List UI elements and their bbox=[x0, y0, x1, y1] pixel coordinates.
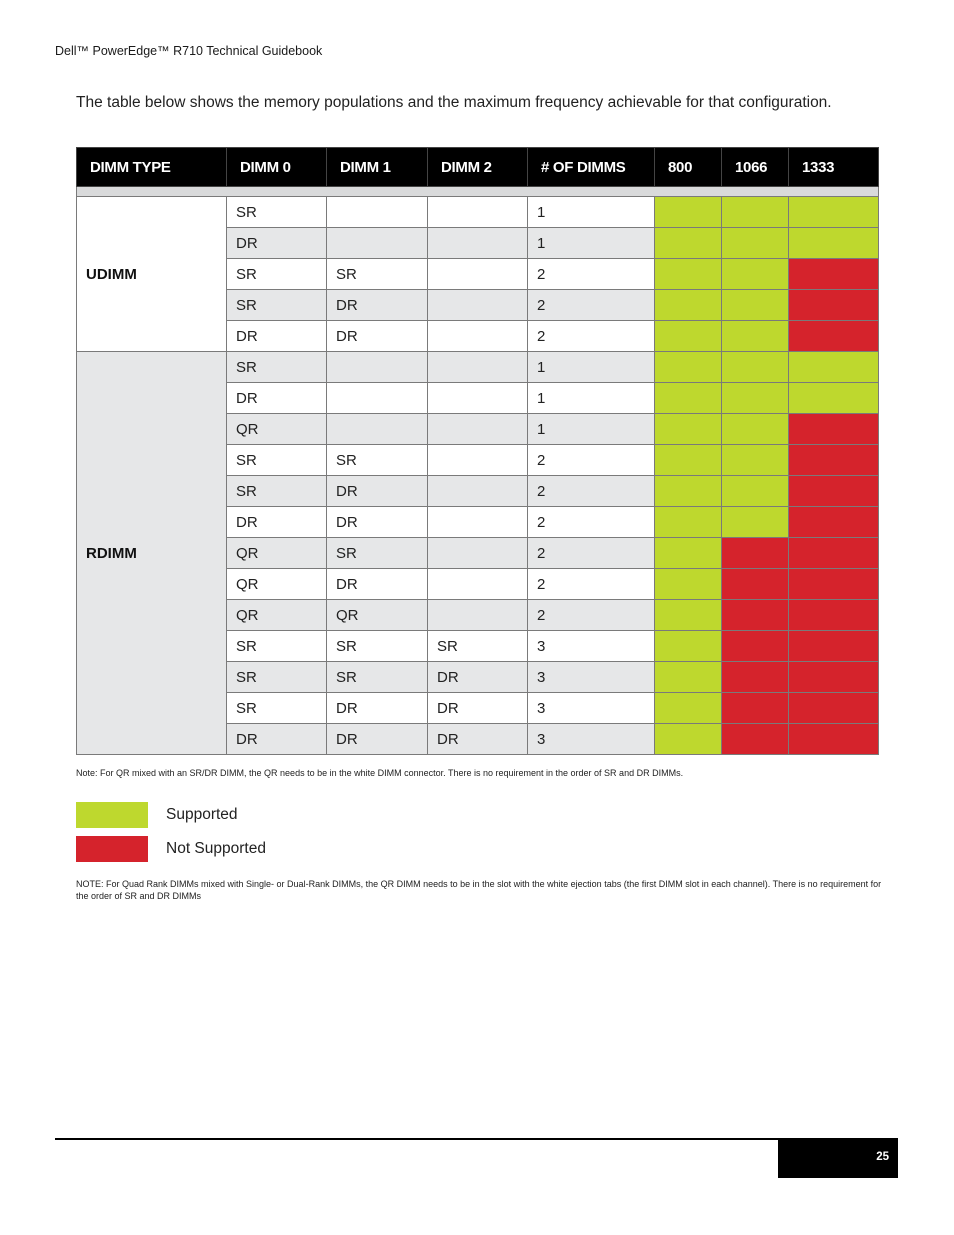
header-dimm-2: DIMM 2 bbox=[428, 148, 528, 187]
supported-cell bbox=[655, 414, 722, 445]
dimm-slot-cell: DR bbox=[327, 693, 428, 724]
dimm-slot-cell: SR bbox=[227, 259, 327, 290]
dimm-slot-cell bbox=[428, 197, 528, 228]
dimm-slot-cell bbox=[428, 569, 528, 600]
dimm-slot-cell: SR bbox=[227, 476, 327, 507]
not-supported-cell bbox=[722, 600, 789, 631]
supported-cell bbox=[655, 693, 722, 724]
not-supported-cell bbox=[789, 259, 879, 290]
header-spacer-row bbox=[77, 187, 879, 197]
dimm-type-cell: RDIMM bbox=[77, 352, 227, 755]
dimm-slot-cell: DR bbox=[327, 476, 428, 507]
dimm-slot-cell: DR bbox=[227, 383, 327, 414]
not-supported-cell bbox=[789, 445, 879, 476]
dimm-slot-cell: SR bbox=[327, 631, 428, 662]
supported-cell bbox=[722, 352, 789, 383]
dimm-count-cell: 2 bbox=[528, 445, 655, 476]
supported-cell bbox=[789, 352, 879, 383]
not-supported-cell bbox=[789, 693, 879, 724]
table-row bbox=[77, 352, 879, 383]
supported-cell bbox=[655, 197, 722, 228]
not-supported-cell bbox=[789, 662, 879, 693]
supported-cell bbox=[655, 600, 722, 631]
supported-cell bbox=[655, 631, 722, 662]
dimm-slot-cell: QR bbox=[227, 414, 327, 445]
dimm-count-cell: 2 bbox=[528, 507, 655, 538]
not-supported-cell bbox=[789, 631, 879, 662]
dimm-slot-cell bbox=[327, 352, 428, 383]
not-supported-cell bbox=[789, 507, 879, 538]
dimm-slot-cell bbox=[428, 383, 528, 414]
dimm-slot-cell bbox=[428, 259, 528, 290]
dimm-count-cell: 3 bbox=[528, 693, 655, 724]
dimm-count-cell: 1 bbox=[528, 352, 655, 383]
supported-cell bbox=[655, 476, 722, 507]
not-supported-cell bbox=[789, 569, 879, 600]
dimm-count-cell: 2 bbox=[528, 321, 655, 352]
dimm-count-cell: 3 bbox=[528, 724, 655, 755]
dimm-slot-cell bbox=[327, 414, 428, 445]
supported-cell bbox=[722, 197, 789, 228]
table-body bbox=[77, 187, 879, 755]
dimm-slot-cell bbox=[428, 476, 528, 507]
dimm-slot-cell bbox=[428, 538, 528, 569]
dimm-slot-cell: DR bbox=[327, 321, 428, 352]
supported-cell bbox=[722, 476, 789, 507]
dimm-slot-cell bbox=[428, 507, 528, 538]
intro-paragraph: The table below shows the memory populations and the maximum frequency achievable for that configuration. bbox=[76, 94, 832, 111]
dimm-slot-cell: QR bbox=[227, 569, 327, 600]
supported-cell bbox=[789, 197, 879, 228]
dimm-count-cell: 2 bbox=[528, 569, 655, 600]
dimm-slot-cell: DR bbox=[227, 507, 327, 538]
supported-cell bbox=[722, 321, 789, 352]
memory-population-table bbox=[76, 147, 879, 755]
dimm-slot-cell bbox=[327, 383, 428, 414]
supported-cell bbox=[722, 259, 789, 290]
dimm-slot-cell: SR bbox=[227, 290, 327, 321]
header-num-dimms: # OF DIMMS bbox=[528, 148, 655, 187]
dimm-slot-cell bbox=[428, 445, 528, 476]
header-dimm-type: DIMM TYPE bbox=[77, 148, 227, 187]
not-supported-cell bbox=[789, 600, 879, 631]
dimm-slot-cell: DR bbox=[428, 693, 528, 724]
not-supported-swatch bbox=[76, 836, 148, 862]
header-freq-1066: 1066 bbox=[722, 148, 789, 187]
supported-cell bbox=[655, 290, 722, 321]
dimm-count-cell: 1 bbox=[528, 414, 655, 445]
dimm-slot-cell: QR bbox=[227, 538, 327, 569]
not-supported-cell bbox=[722, 724, 789, 755]
dimm-slot-cell: SR bbox=[227, 197, 327, 228]
table-footnote: Note: For QR mixed with an SR/DR DIMM, the QR needs to be in the white DIMM connector. There is no requirement in the order of SR and DR DIMMs. bbox=[76, 768, 684, 778]
document-header-title: Dell™ PowerEdge™ R710 Technical Guidebook bbox=[55, 44, 323, 58]
supported-cell bbox=[655, 662, 722, 693]
dimm-slot-cell: SR bbox=[227, 352, 327, 383]
dimm-count-cell: 2 bbox=[528, 538, 655, 569]
table-row bbox=[77, 197, 879, 228]
supported-cell bbox=[722, 228, 789, 259]
supported-swatch bbox=[76, 802, 148, 828]
dimm-slot-cell bbox=[428, 290, 528, 321]
dimm-slot-cell: DR bbox=[227, 321, 327, 352]
dimm-slot-cell: SR bbox=[428, 631, 528, 662]
dimm-count-cell: 2 bbox=[528, 290, 655, 321]
dimm-slot-cell bbox=[428, 352, 528, 383]
dimm-slot-cell: QR bbox=[227, 600, 327, 631]
dimm-slot-cell: DR bbox=[227, 724, 327, 755]
dimm-count-cell: 2 bbox=[528, 476, 655, 507]
page-number: 25 bbox=[876, 1151, 889, 1163]
header-freq-1333: 1333 bbox=[789, 148, 879, 187]
footer-rule bbox=[55, 1138, 898, 1140]
dimm-slot-cell: SR bbox=[327, 538, 428, 569]
not-supported-label: Not Supported bbox=[166, 840, 266, 857]
page-number-box bbox=[778, 1138, 898, 1178]
dimm-slot-cell: SR bbox=[327, 662, 428, 693]
supported-cell bbox=[655, 724, 722, 755]
not-supported-cell bbox=[789, 321, 879, 352]
not-supported-cell bbox=[722, 631, 789, 662]
supported-cell bbox=[722, 507, 789, 538]
dimm-slot-cell: DR bbox=[327, 724, 428, 755]
supported-cell bbox=[655, 259, 722, 290]
dimm-slot-cell: QR bbox=[327, 600, 428, 631]
dimm-slot-cell bbox=[428, 228, 528, 259]
supported-cell bbox=[789, 383, 879, 414]
supported-cell bbox=[722, 383, 789, 414]
supported-cell bbox=[722, 445, 789, 476]
dimm-count-cell: 3 bbox=[528, 631, 655, 662]
supported-cell bbox=[655, 321, 722, 352]
supported-cell bbox=[789, 228, 879, 259]
not-supported-cell bbox=[789, 724, 879, 755]
dimm-slot-cell: DR bbox=[227, 228, 327, 259]
dimm-slot-cell bbox=[327, 197, 428, 228]
supported-cell bbox=[655, 445, 722, 476]
dimm-count-cell: 2 bbox=[528, 600, 655, 631]
supported-cell bbox=[722, 290, 789, 321]
not-supported-cell bbox=[789, 290, 879, 321]
not-supported-cell bbox=[722, 569, 789, 600]
supported-cell bbox=[722, 414, 789, 445]
table-header-row bbox=[77, 148, 879, 187]
dimm-slot-cell: DR bbox=[428, 662, 528, 693]
dimm-slot-cell: DR bbox=[327, 507, 428, 538]
supported-cell bbox=[655, 352, 722, 383]
header-freq-800: 800 bbox=[655, 148, 722, 187]
dimm-slot-cell: SR bbox=[327, 259, 428, 290]
spacer-cell bbox=[77, 187, 879, 197]
supported-cell bbox=[655, 569, 722, 600]
dimm-count-cell: 3 bbox=[528, 662, 655, 693]
supported-cell bbox=[655, 228, 722, 259]
dimm-slot-cell: SR bbox=[227, 693, 327, 724]
header-dimm-1: DIMM 1 bbox=[327, 148, 428, 187]
dimm-slot-cell: SR bbox=[227, 631, 327, 662]
dimm-slot-cell bbox=[428, 321, 528, 352]
not-supported-cell bbox=[722, 662, 789, 693]
supported-cell bbox=[655, 507, 722, 538]
dimm-slot-cell: SR bbox=[227, 445, 327, 476]
dimm-slot-cell: DR bbox=[428, 724, 528, 755]
dimm-slot-cell bbox=[327, 228, 428, 259]
header-dimm-0: DIMM 0 bbox=[227, 148, 327, 187]
supported-cell bbox=[655, 383, 722, 414]
not-supported-cell bbox=[722, 693, 789, 724]
dimm-slot-cell: DR bbox=[327, 569, 428, 600]
supported-cell bbox=[655, 538, 722, 569]
dimm-type-cell: UDIMM bbox=[77, 197, 227, 352]
dimm-slot-cell bbox=[428, 600, 528, 631]
dimm-count-cell: 1 bbox=[528, 383, 655, 414]
dimm-slot-cell: DR bbox=[327, 290, 428, 321]
quad-rank-note: NOTE: For Quad Rank DIMMs mixed with Single- or Dual-Rank DIMMs, the QR DIMM needs to be in the slot with the white ejection tabs (the first DIMM slot in each channel). There is no requirement for the order of SR and DR DIMMs bbox=[76, 879, 882, 901]
not-supported-cell bbox=[722, 538, 789, 569]
dimm-slot-cell bbox=[428, 414, 528, 445]
not-supported-cell bbox=[789, 538, 879, 569]
dimm-count-cell: 1 bbox=[528, 228, 655, 259]
dimm-count-cell: 2 bbox=[528, 259, 655, 290]
supported-label: Supported bbox=[166, 806, 238, 823]
dimm-count-cell: 1 bbox=[528, 197, 655, 228]
dimm-slot-cell: SR bbox=[227, 662, 327, 693]
not-supported-cell bbox=[789, 476, 879, 507]
dimm-slot-cell: SR bbox=[327, 445, 428, 476]
not-supported-cell bbox=[789, 414, 879, 445]
